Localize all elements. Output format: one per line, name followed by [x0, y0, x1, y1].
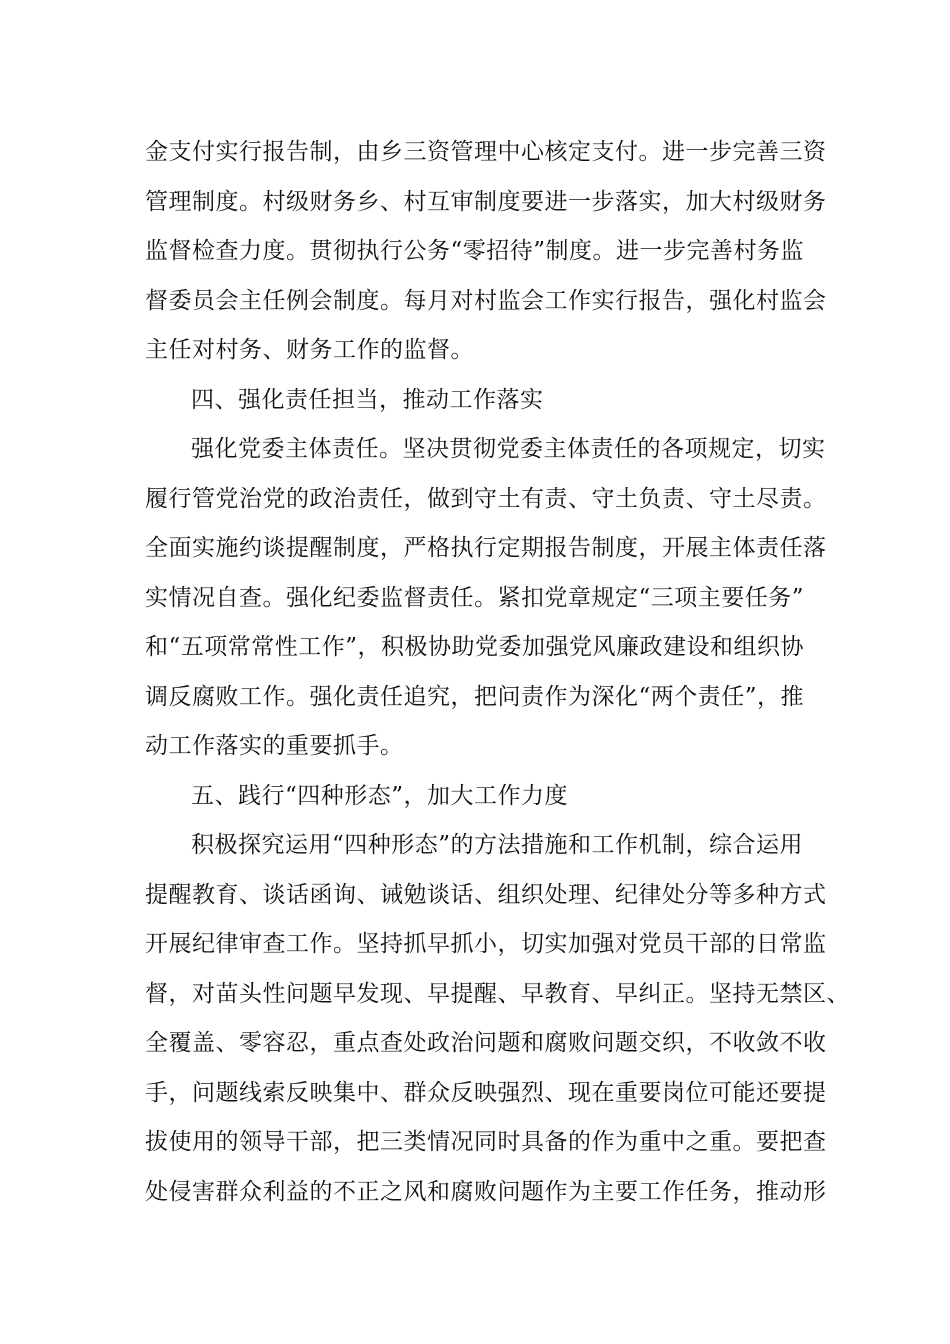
text-line: 金支付实行报告制，由乡三资管理中心核定支付。进一步完善三资: [145, 139, 827, 165]
text-line: 主任对村务、财务工作的监督。: [145, 337, 474, 363]
text-line: 提醒教育、谈话函询、诫勉谈话、组织处理、纪律处分等多种方式: [145, 881, 827, 908]
text-line: 全覆盖、零容忍，重点查处政治问题和腐败问题交织，不收敛不收: [145, 1030, 827, 1056]
body-text: [145, 128, 850, 1217]
text-line: 强化党委主体责任。坚决贯彻党委主体责任的各项规定，切实: [191, 436, 826, 462]
text-line: 全面实施约谈提醒制度，严格执行定期报告制度，开展主体责任落: [145, 535, 827, 561]
text-line: 手，问题线索反映集中、群众反映强烈、现在重要岗位可能还要提: [145, 1079, 827, 1106]
text-line: 督委员会主任例会制度。每月对村监会工作实行报告，强化村监会: [145, 287, 827, 314]
text-line: 履行管党治党的政治责任，做到守土有责、守土负责、守土尽责。: [145, 485, 827, 512]
text-line: 督，对苗头性问题早发现、早提醒、早教育、早纠正。坚持无禁区、: [145, 980, 850, 1007]
text-line: 实情况自查。强化纪委监督责任。紧扣党章规定“三项主要任务”: [145, 584, 805, 611]
text-line: 管理制度。村级财务乡、村互审制度要进一步落实，加大村级财务: [145, 188, 827, 215]
text-line: 积极探究运用“四种形态”的方法措施和工作机制，综合运用: [191, 832, 804, 858]
text-line: 开展纪律审查工作。坚持抓早抓小，切实加强对党员干部的日常监: [145, 931, 827, 957]
section-heading-4: 四、强化责任担当，推动工作落实: [191, 386, 544, 413]
text-line: 动工作落实的重要抓手。: [145, 733, 404, 759]
text-line: 调反腐败工作。强化责任追究，把问责作为深化“两个责任”，推: [145, 683, 805, 710]
text-line: 和“五项常常性工作”，积极协助党委加强党风廉政建设和组织协: [145, 634, 805, 660]
text-line: 处侵害群众利益的不正之风和腐败问题作为主要工作任务，推动形: [145, 1178, 827, 1205]
text-line: 拔使用的领导干部，把三类情况同时具备的作为重中之重。要把查: [145, 1129, 827, 1155]
text-line: 监督检查力度。贯彻执行公务“零招待”制度。进一步完善村务监: [145, 238, 805, 264]
section-heading-5: 五、践行“四种形态”，加大工作力度: [191, 782, 569, 809]
